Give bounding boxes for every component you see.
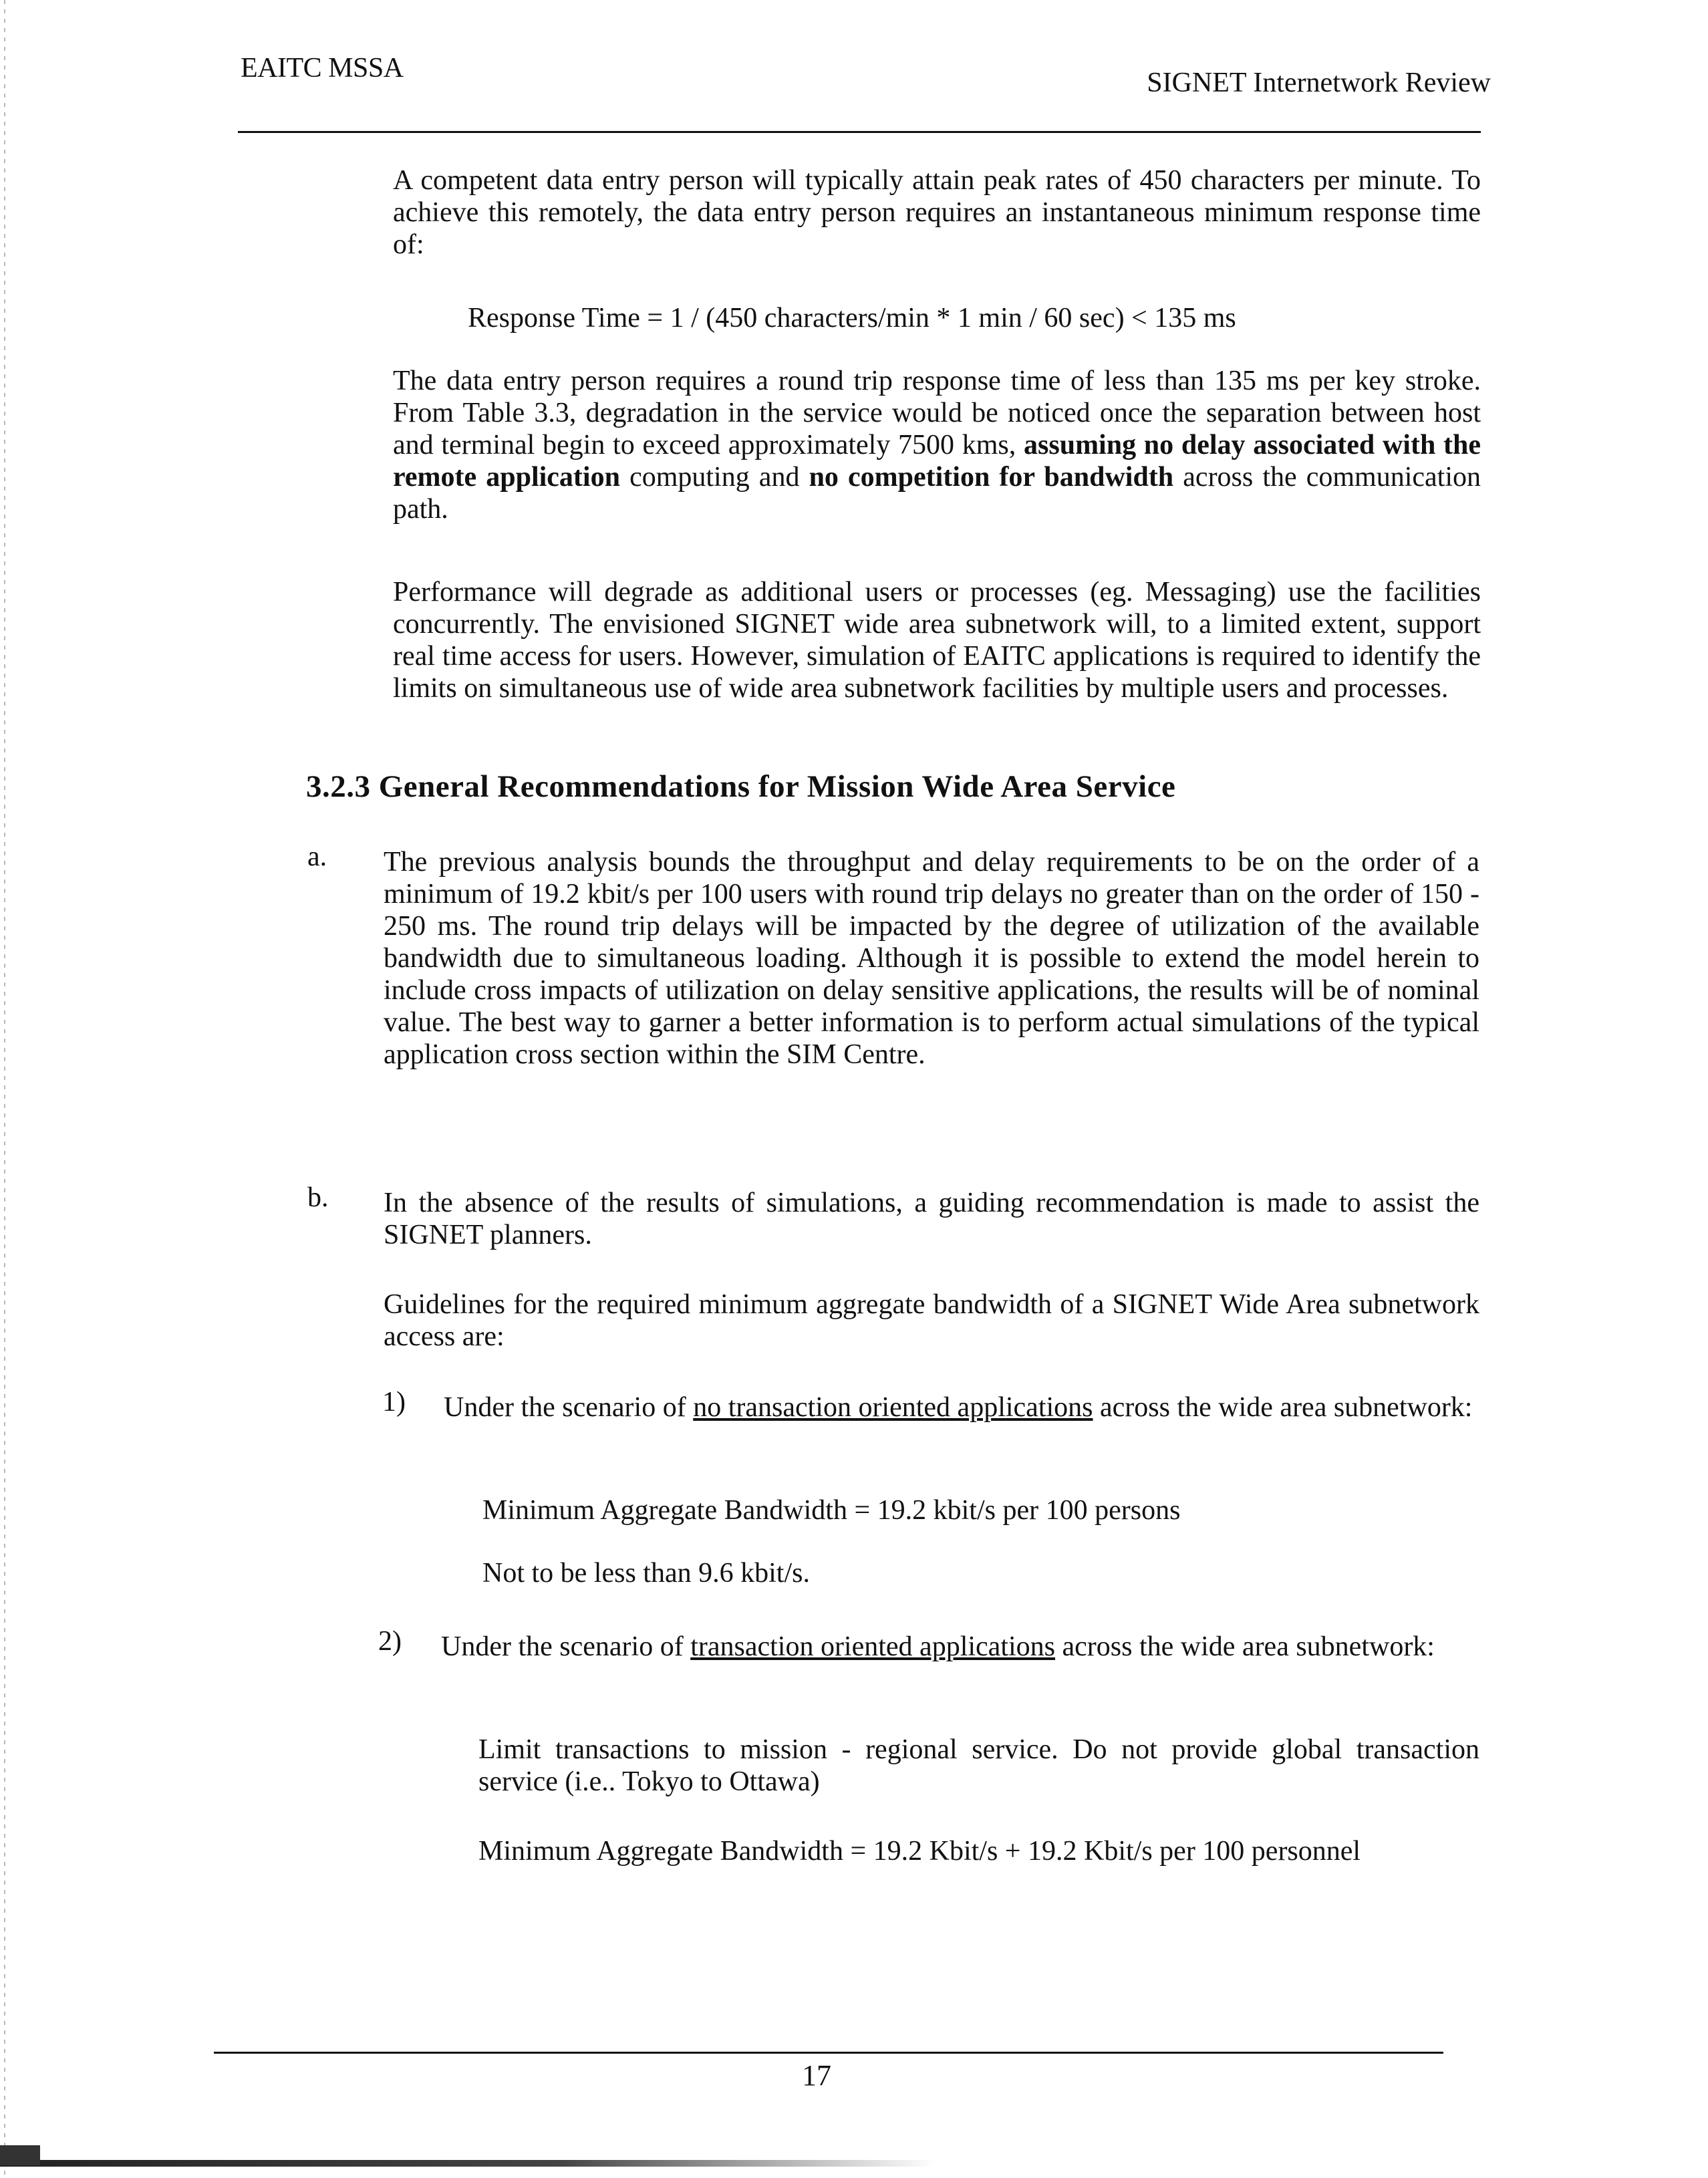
paragraph-text xyxy=(393,365,1481,525)
footer-rule xyxy=(214,2052,1443,2054)
item-b-marker: b. xyxy=(307,1182,329,1213)
header-left: EAITC MSSA xyxy=(241,53,404,84)
paragraph-round-trip xyxy=(393,365,1481,525)
bandwidth-formula-2 xyxy=(478,1835,1479,1867)
text-run: across the wide area subnetwork: xyxy=(1100,1392,1473,1423)
guidelines-text xyxy=(384,1288,1479,1353)
item-b-text xyxy=(384,1187,1479,1251)
section-heading: 3.2.3 General Recommendations for Mission Wide Area Service xyxy=(306,769,1176,804)
sub-item-1-marker: 1) xyxy=(382,1387,406,1417)
header-right: SIGNET Internetwork Review xyxy=(1147,67,1491,98)
paragraph-performance xyxy=(393,576,1481,704)
item-a-text xyxy=(384,846,1479,1071)
text-run: The data entry person requires a round trip response time of less than 135 ms per key stroke. From Table 3.3, degradation in the service would be noticed once the separation between host and terminal begin to exceed approximately 7500 kms, xyxy=(393,366,1481,460)
sub-item-1-text xyxy=(444,1391,1479,1423)
bold-text: assuming no delay associated with the remote application xyxy=(393,430,1481,493)
header-rule xyxy=(238,131,1481,133)
paragraph-text xyxy=(441,1631,1479,1663)
paragraph-text: The previous analysis bounds the throughput and delay requirements to be on the order of a minimum of 19.2 kbit/s per 100 users with round trip delays no greater than on the order of 150 - 250 ms. The round trip delays will be impacted by the degree of utilization of the available bandwidth due to simultaneous loading. Although it is possible to extend the model herein to include cross impacts of utilization on delay sensitive applications, the results will be of nominal value. The best way to garner a better information is to perform actual simulations of the typical application cross section within the SIM Centre. xyxy=(384,847,1479,1070)
text-run: computing and xyxy=(629,462,800,493)
bold-text: no competition for bandwidth xyxy=(809,462,1174,493)
item-a-marker: a. xyxy=(307,841,327,872)
text-run: across the wide area subnetwork: xyxy=(1062,1631,1435,1662)
sub-item-2-marker: 2) xyxy=(378,1626,402,1657)
paragraph-text: Minimum Aggregate Bandwidth = 19.2 Kbit/s + 19.2 Kbit/s per 100 personnel xyxy=(478,1836,1361,1867)
response-time-formula: Response Time = 1 / (450 characters/min * 1 min / 60 sec) < 135 ms xyxy=(468,303,1236,333)
text-run: Under the scenario of xyxy=(441,1631,684,1662)
text-run: Under the scenario of xyxy=(444,1392,686,1423)
paragraph-data-entry-rate xyxy=(393,164,1481,261)
sub-item-2-text xyxy=(441,1631,1479,1663)
paragraph-text: Performance will degrade as additional users or processes (eg. Messaging) use the facilities concurrently. The envisioned SIGNET wide area subnetwork will, to a limited extent, support real time access for users. However, simulation of EAITC applications is required to identify the limits on simultaneous use of wide area subnetwork facilities by multiple users and processes. xyxy=(393,577,1481,704)
bandwidth-minimum-note: Not to be less than 9.6 kbit/s. xyxy=(482,1558,810,1589)
paragraph-text xyxy=(444,1391,1479,1423)
scan-margin-line xyxy=(4,0,5,2178)
underlined-text: transaction oriented applications xyxy=(690,1631,1056,1662)
bandwidth-formula-1: Minimum Aggregate Bandwidth = 19.2 kbit/s per 100 persons xyxy=(482,1495,1181,1526)
text-run: across the communication path. xyxy=(393,462,1481,525)
paragraph-text: In the absence of the results of simulations, a guiding recommendation is made to assist the SIGNET planners. xyxy=(384,1188,1479,1250)
paragraph-text: A competent data entry person will typically attain peak rates of 450 characters per minute. To achieve this remotely, the data entry person requires an instantaneous minimum response time of: xyxy=(393,165,1481,260)
page-number: 17 xyxy=(802,2059,831,2092)
paragraph-text: Guidelines for the required minimum aggregate bandwidth of a SIGNET Wide Area subnetwork access are: xyxy=(384,1289,1479,1352)
paragraph-text: Limit transactions to mission - regional service. Do not provide global transaction service (i.e.. Tokyo to Ottawa) xyxy=(478,1734,1479,1797)
scan-corner-mark xyxy=(0,2145,40,2165)
limit-transactions-text xyxy=(478,1734,1479,1798)
underlined-text: no transaction oriented applications xyxy=(693,1392,1093,1423)
scan-edge-shadow xyxy=(0,2160,936,2167)
